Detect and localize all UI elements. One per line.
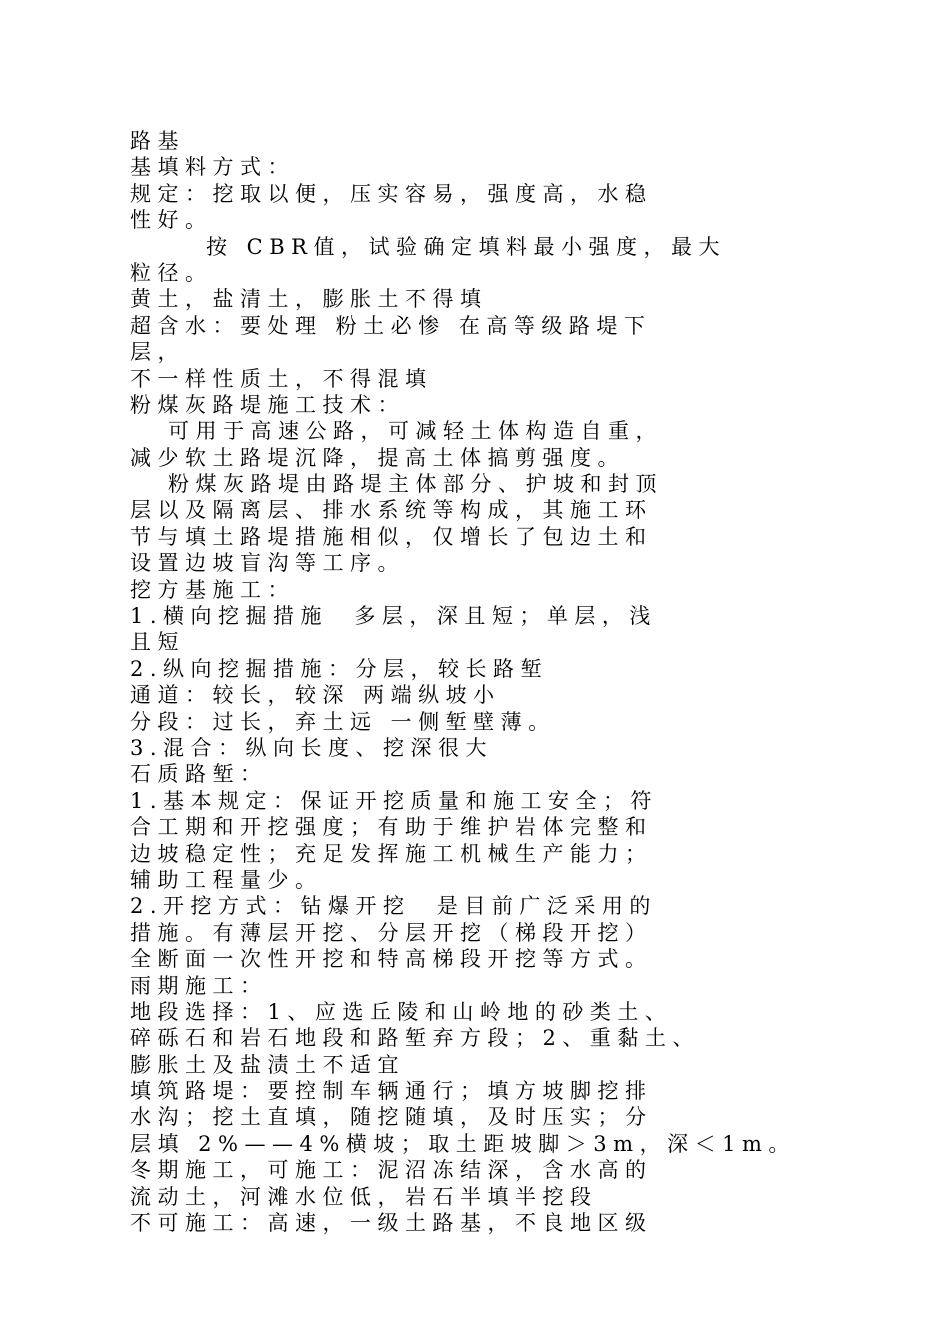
heading-line: 路基 [130,129,185,153]
text-line: 分段：过长，弃土远 一侧堑壁薄。 [130,709,556,734]
text-line: 粒径。 [130,260,213,285]
text-line: 辅助工程量少。 [130,867,323,892]
text-line: 膨胀土及盐渍土不适宜 [130,1052,405,1077]
text-line: 通道：较长，较深 两端纵坡小 [130,683,501,708]
text-line: 按 CBR值，试验确定填料最小强度，最大 [206,234,726,259]
text-line: 3.混合：纵向长度、挖深很大 [130,735,494,760]
text-line: 合工期和开挖强度；有助于维护岩体完整和 [130,815,653,840]
text-line: 地段选择：1、应选丘陵和山岭地的砂类土、 [130,999,673,1024]
text-line: 粉煤灰路堤由路堤主体部分、护坡和封顶 [168,472,663,497]
text-line: 2.开挖方式：钻爆开挖 是目前广泛采用的 [130,894,657,919]
text-line: 设置边坡盲沟等工序。 [130,551,405,576]
heading-line: 石质路堑： [130,762,268,787]
text-line: 不一样性质土，不得混填 [130,366,433,391]
text-line: 黄土，盐清土，膨胀土不得填 [130,287,488,312]
text-line: 可用于高速公路，可减轻土体构造自重， [168,419,663,444]
text-line: 且短 [130,630,185,655]
text-line: 冬期施工，可施工：泥沼冻结深，含水高的 [130,1158,653,1183]
text-line: 措施。有薄层开挖、分层开挖（梯段开挖） [130,920,653,945]
text-line: 流动土，河滩水位低，岩石半填半挖段 [130,1184,598,1209]
text-line: 边坡稳定性；充足发挥施工机械生产能力； [130,841,653,866]
text-line: 碎砾石和岩石地段和路堑弃方段；2、重黏土、 [130,1026,700,1051]
heading-line: 雨期施工： [130,973,268,998]
text-line: 层以及隔离层、排水系统等构成，其施工环 [130,498,653,523]
text-line: 1.横向挖掘措施 多层，深且短；单层，浅 [130,604,657,629]
heading-line: 基填料方式： [130,155,295,180]
text-line: 层， [130,340,185,365]
text-line: 全断面一次性开挖和特高梯段开挖等方式。 [130,947,653,972]
heading-line: 粉煤灰路堤施工技术： [130,392,405,417]
text-line: 填筑路堤：要控制车辆通行；填方坡脚挖排 [130,1079,653,1104]
text-line: 规定：挖取以便，压实容易，强度高，水稳 [130,181,653,206]
text-line: 节与填土路堤措施相似，仅增长了包边土和 [130,524,653,549]
text-line: 水沟；挖土直填，随挖随填，及时压实；分 [130,1105,653,1130]
text-line: 超含水：要处理 粉土必惨 在高等级路堤下 [130,313,652,338]
text-line: 层填 2%——4%横坡；取土距坡脚＞3m，深＜1m。 [130,1131,796,1156]
text-line: 2.纵向挖掘措施：分层，较长路堑 [130,656,549,681]
text-line: 性好。 [130,208,213,233]
text-line: 减少软土路堤沉降，提高土体搞剪强度。 [130,445,625,470]
text-line: 1.基本规定：保证开挖质量和施工安全；符 [130,788,659,813]
text-line: 不可施工：高速，一级土路基，不良地区级 [130,1211,653,1236]
heading-line: 挖方基施工： [130,577,295,602]
document-body [130,128,830,1236]
